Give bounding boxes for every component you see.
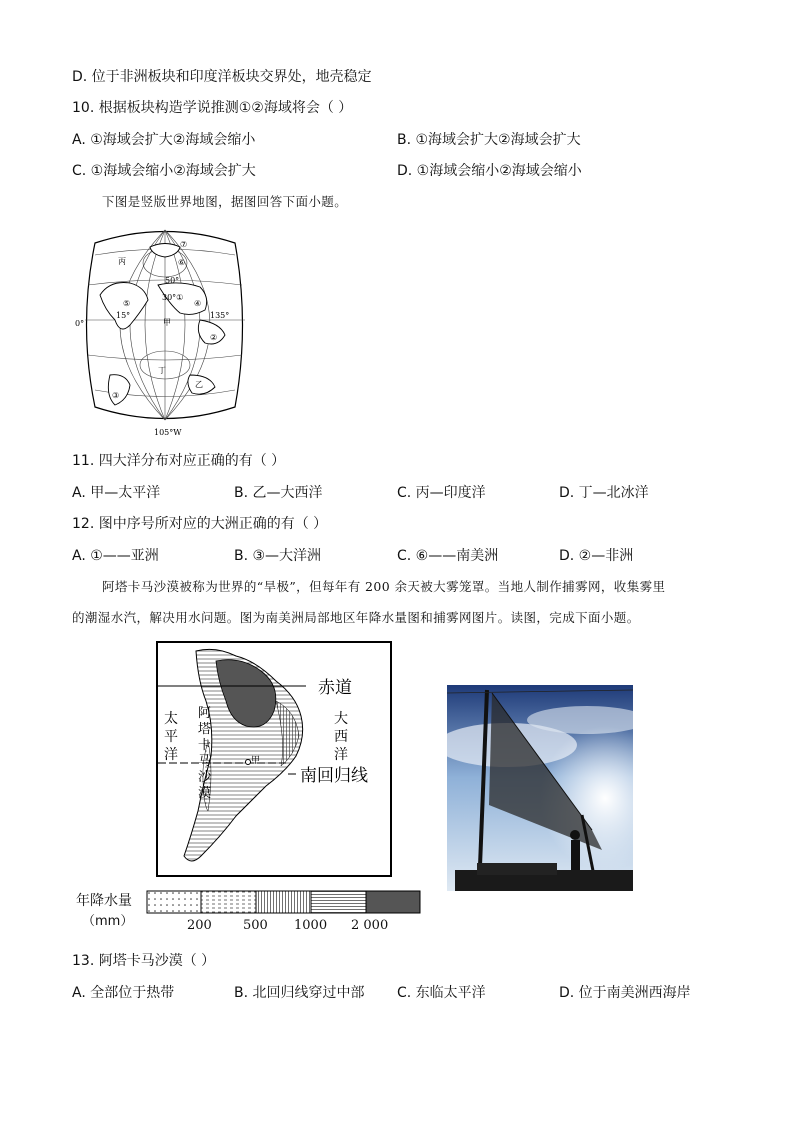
legend-tick-500: 500 — [243, 918, 268, 933]
label-pacific-3: 洋 — [164, 747, 178, 763]
q13-stem: 13. 阿塔卡马沙漠（ ） — [72, 953, 216, 969]
label-atacama-6: 漠 — [198, 786, 212, 801]
q11-option-c[interactable]: C. 丙—印度洋 — [397, 485, 486, 501]
map-label-yi: 乙 — [195, 380, 203, 389]
label-atlantic-3: 洋 — [334, 747, 348, 763]
map-label-zero: 0° — [75, 319, 85, 328]
q13-option-c[interactable]: C. 东临太平洋 — [397, 985, 486, 1001]
label-atacama-1: 阿 — [198, 706, 212, 721]
q13-option-d[interactable]: D. 位于南美洲西海岸 — [559, 985, 691, 1001]
intro-world-map: 下图是竖版世界地图，据图回答下面小题。 — [102, 194, 348, 209]
map-label-jia: 甲 — [163, 318, 171, 327]
map-label-6: ⑥ — [178, 258, 186, 267]
map-label-bing: 丙 — [118, 257, 126, 266]
map-label-lon135: 135° — [210, 311, 230, 320]
legend-swatch-gt2000 — [366, 891, 420, 913]
q13-option-b[interactable]: B. 北回归线穿过中部 — [234, 985, 365, 1001]
intro-atacama-line1: 阿塔卡马沙漠被称为世界的“旱极”，但每年有 200 余天被大雾笼罩。当地人制作捕雾网，收集雾里 — [102, 579, 666, 594]
q12-option-a[interactable]: A. ①——亚洲 — [72, 548, 159, 564]
south-america-precip-map — [156, 641, 392, 877]
map-label-5: ⑤ — [123, 299, 131, 308]
q10-option-d[interactable]: D. ①海域会缩小②海域会缩小 — [397, 163, 582, 179]
q12-option-c[interactable]: C. ⑥——南美洲 — [397, 548, 499, 564]
fog-net-photo — [447, 685, 633, 891]
q11-stem: 11. 四大洋分布对应正确的有（ ） — [72, 453, 286, 469]
map-label-4: ④ — [194, 299, 202, 308]
label-equator: 赤道 — [318, 678, 352, 698]
q11-option-b[interactable]: B. 乙—大西洋 — [234, 485, 323, 501]
legend-scale — [146, 890, 422, 916]
label-atacama-5: 沙 — [198, 770, 212, 785]
legend-tick-2000: 2 000 — [351, 918, 389, 933]
map-label-ding: 丁 — [158, 366, 166, 375]
map-label-30-1: 30°① — [162, 293, 184, 302]
world-map-figure — [70, 225, 260, 440]
map-label-3: ③ — [112, 391, 120, 400]
legend-tick-1000: 1000 — [294, 918, 328, 933]
q9-option-d: D. 位于非洲板块和印度洋板块交界处，地壳稳定 — [72, 69, 372, 85]
legend-swatch-500-1000 — [256, 891, 311, 913]
q10-stem: 10. 根据板块构造学说推测①②海域将会（ ） — [72, 100, 353, 116]
q10-option-c[interactable]: C. ①海域会缩小②海域会扩大 — [72, 163, 256, 179]
map-label-2: ② — [210, 333, 218, 342]
legend-swatch-lt200 — [147, 891, 201, 913]
q13-option-a[interactable]: A. 全部位于热带 — [72, 985, 175, 1001]
label-atlantic-1: 大 — [334, 711, 348, 727]
label-atacama-3: 卡 — [198, 738, 212, 753]
legend-swatch-1000-2000 — [311, 891, 366, 913]
map-label-lat50: 50° — [165, 276, 180, 285]
q11-option-d[interactable]: D. 丁—北冰洋 — [559, 485, 649, 501]
map-label-105w: 105°W — [154, 428, 182, 437]
q10-option-a[interactable]: A. ①海域会扩大②海域会缩小 — [72, 132, 256, 148]
label-pacific-1: 太 — [164, 711, 178, 727]
label-atacama-4: 马 — [198, 754, 212, 769]
q12-option-d[interactable]: D. ②—非洲 — [559, 548, 634, 564]
q12-stem: 12. 图中序号所对应的大洲正确的有（ ） — [72, 516, 328, 532]
legend-title-line2: （mm） — [82, 914, 134, 929]
q10-option-b[interactable]: B. ①海域会扩大②海域会扩大 — [397, 132, 581, 148]
intro-atacama-line2: 的潮湿水汽，解决用水问题。图为南美洲局部地区年降水量图和捕雾网图片。读图，完成下面小题。 — [72, 610, 640, 625]
legend-swatch-200-500 — [201, 891, 256, 913]
q11-option-a[interactable]: A. 甲—太平洋 — [72, 485, 161, 501]
label-tropic: 南回归线 — [300, 766, 368, 786]
label-atacama-2: 塔 — [198, 722, 212, 737]
legend-tick-200: 200 — [187, 918, 212, 933]
map-label-lat15: 15° — [116, 311, 131, 320]
label-pacific-2: 平 — [164, 729, 178, 745]
map-label-7: ⑦ — [180, 240, 188, 249]
label-atlantic-2: 西 — [334, 729, 348, 745]
label-jia: 甲 — [251, 756, 261, 766]
legend-title-line1: 年降水量 — [76, 893, 132, 909]
q12-option-b[interactable]: B. ③—大洋洲 — [234, 548, 322, 564]
